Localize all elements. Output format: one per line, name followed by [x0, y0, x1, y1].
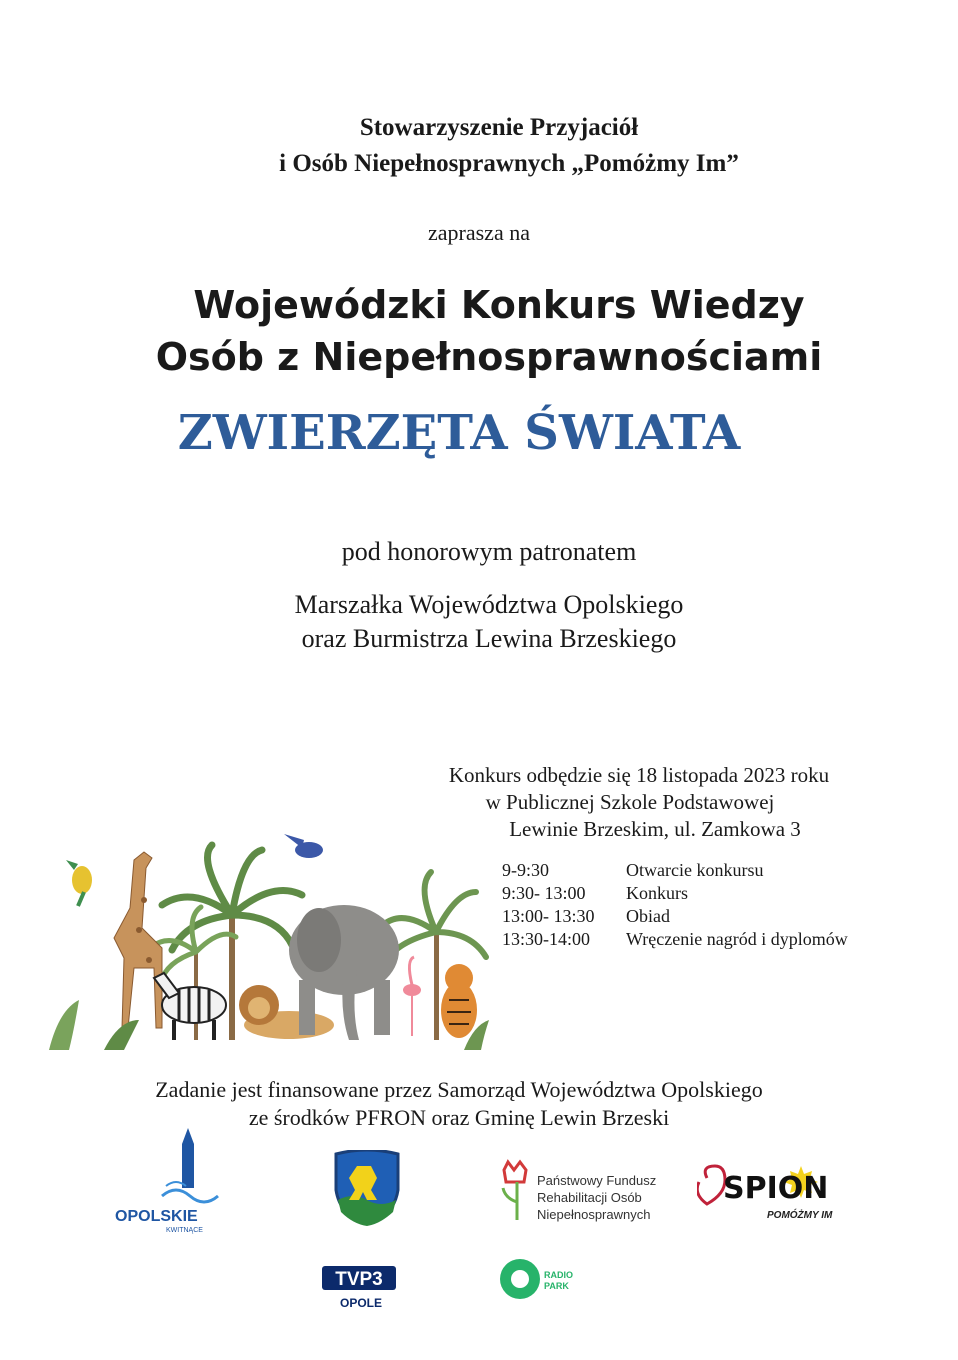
schedule-time: 13:30-14:00: [502, 929, 590, 949]
schedule-row: [502, 883, 848, 906]
details-line-1: Konkurs odbędzie się 18 listopada 2023 roku: [448, 763, 830, 787]
spion-logo-subtext: POMÓŻMY IM: [767, 1210, 833, 1221]
event-theme: ZWIERZĘTA ŚWIATA: [177, 405, 741, 461]
schedule-activity: Wręczenie nagród i dyplomów: [626, 929, 848, 949]
schedule-time: 9:30- 13:00: [502, 883, 586, 903]
schedule-activity: Konkurs: [626, 883, 688, 903]
pfron-line-1: Państwowy Fundusz: [537, 1173, 657, 1188]
spion-logo: [697, 1160, 847, 1216]
blue-bird-icon: [284, 834, 323, 858]
lion-icon: [239, 985, 334, 1039]
tvp3-logo-subtext: OPOLE: [340, 1296, 383, 1310]
invite-text: zaprasza na: [428, 220, 530, 245]
funding-line-2: ze środków PFRON oraz Gminę Lewin Brzeski: [248, 1105, 670, 1130]
radio-park-logo-text: RADIO PARK: [544, 1270, 573, 1291]
patronage-line-1: Marszałka Województwa Opolskiego: [294, 590, 684, 619]
opolskie-logo-subtext: KWITNĄCE: [166, 1227, 203, 1234]
opolskie-logo-text: OPOLSKIE: [115, 1208, 198, 1225]
zebra-icon: [154, 973, 226, 1040]
details-line-3: Lewinie Brzeskim, ul. Zamkowa 3: [509, 817, 801, 841]
patronage-line-2: oraz Burmistrza Lewina Brzeskiego: [301, 624, 677, 653]
heart-icon: [697, 1166, 725, 1204]
schedule-time: 9-9:30: [502, 860, 549, 880]
tiger-icon: [441, 964, 477, 1038]
schedule-row: [502, 860, 848, 883]
radio-park-logo: [498, 1254, 578, 1304]
schedule-table: [502, 860, 848, 952]
patronage-heading: pod honorowym patronatem: [341, 537, 637, 566]
event-title-line-2: Osób z Niepełnosprawnościami: [155, 335, 823, 379]
tvp3-logo: [322, 1262, 396, 1292]
organizer-line-1: Stowarzyszenie Przyjaciół: [359, 114, 639, 141]
schedule-row: [502, 906, 848, 929]
flamingo-icon: [403, 957, 421, 1036]
tvp3-logo-text: TVP3: [335, 1269, 383, 1290]
parrot-icon: [66, 860, 92, 906]
elephant-icon: [289, 905, 399, 1040]
pfron-line-2: Rehabilitacji Osób: [537, 1190, 642, 1205]
pfron-logo-text: [537, 1172, 656, 1223]
schedule-row: [502, 929, 848, 952]
schedule-activity: Obiad: [626, 906, 670, 926]
funding-line-1: Zadanie jest finansowane przez Samorząd Województwa Opolskiego: [155, 1077, 763, 1102]
pfron-line-3: Niepełnosprawnych: [537, 1207, 651, 1222]
organizer-line-2: i Osób Niepełnosprawnych „Pomóżmy Im”: [279, 150, 739, 177]
opolskie-tower-icon: [160, 1128, 220, 1208]
giraffe-icon: [114, 852, 162, 1028]
details-line-2: w Publicznej Szkole Podstawowej: [485, 790, 775, 814]
spion-logo-text: SPION: [723, 1171, 829, 1206]
coat-of-arms-icon: [332, 1150, 402, 1226]
schedule-activity: Otwarcie konkursu: [626, 860, 764, 880]
tulip-icon: [500, 1158, 534, 1222]
event-title-line-1: Wojewódzki Konkurs Wiedzy: [193, 283, 805, 327]
schedule-time: 13:00- 13:30: [502, 906, 595, 926]
animals-illustration: [44, 820, 494, 1060]
